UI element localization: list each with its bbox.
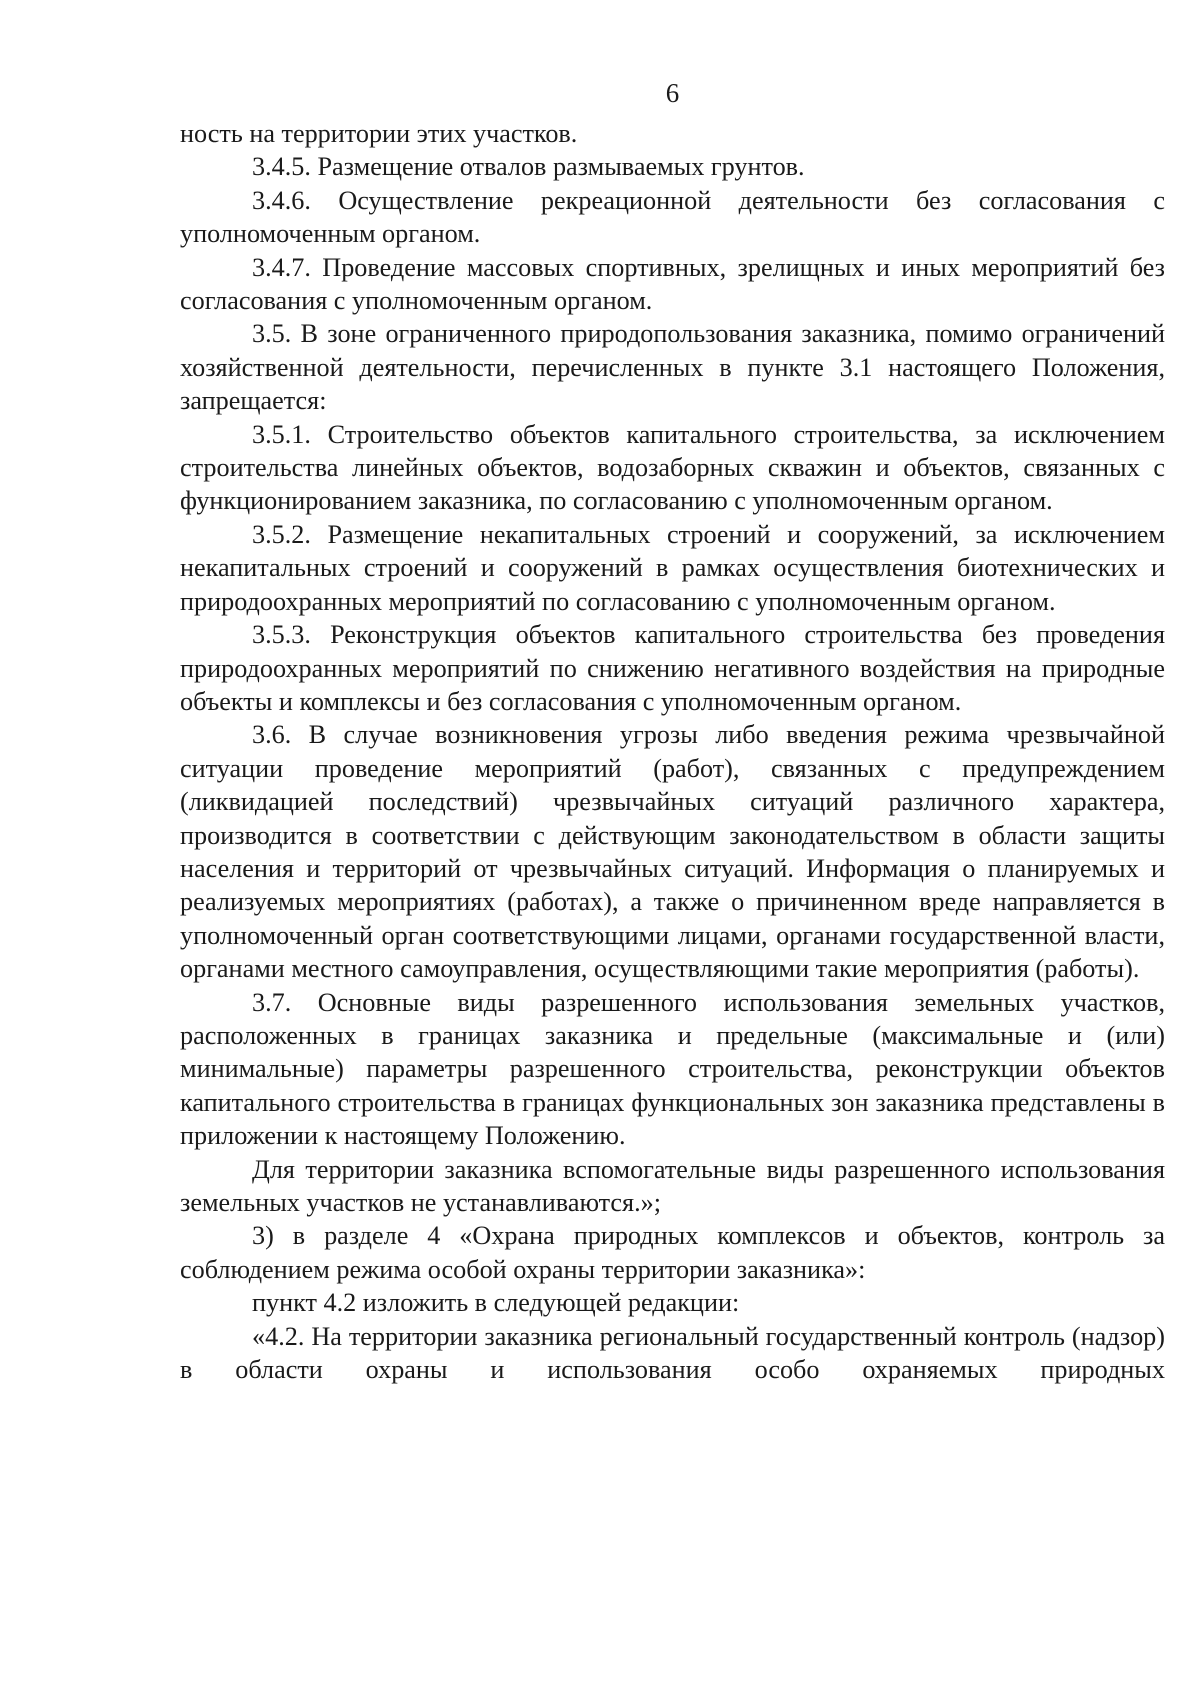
paragraph-3-5-3: 3.5.3. Реконструкция объектов капитального строительства без проведения природоохранных мероприятий по снижению негативного воздействия на природные объекты и комплексы и без согласования с уполномоченным органом.	[180, 620, 1165, 716]
paragraph-auxiliary-uses: Для территории заказника вспомогательные виды разрешенного использования земельных участков не устанавливаются.»;	[180, 1154, 1165, 1217]
document-body	[180, 117, 1165, 1386]
paragraph-4-2: «4.2. На территории заказника региональный государственный контроль (надзор) в области охраны и использования особо охраняемых природных	[180, 1321, 1165, 1385]
paragraph-3-4-6: 3.4.6. Осуществление рекреационной деятельности без согласования с уполномоченным органом.	[180, 185, 1165, 249]
paragraph-3-5: 3.5. В зоне ограниченного природопользования заказника, помимо ограничений хозяйственной деятельности, перечисленных в пункте 3.1 настоящего Положения, запрещается:	[180, 319, 1165, 416]
paragraph-continuation: ность на территории этих участков.	[180, 119, 578, 148]
paragraph-3-4-7: 3.4.7. Проведение массовых спортивных, зрелищных и иных мероприятий без согласования с уполномоченным органом.	[180, 252, 1165, 316]
paragraph-3-5-2: 3.5.2. Размещение некапитальных строений и сооружений, за исключением некапитальных строений и сооружений в рамках осуществления биотехнических и природоохранных мероприятий по согласованию с уполномоченным органом.	[180, 519, 1165, 616]
page-number: 6	[665, 78, 680, 108]
paragraph-3-7: 3.7. Основные виды разрешенного использования земельных участков, расположенных в границах заказника и предельные (максимальные и (или) минимальные) параметры разрешенного строительства, реконструкции объектов капитального строительства в границах функциональных зон заказника представлены в приложении к настоящему Положению.	[180, 987, 1165, 1151]
paragraph-3-4-5: 3.4.5. Размещение отвалов размываемых грунтов.	[252, 152, 805, 182]
paragraph-section-4-amendment: 3) в разделе 4 «Охрана природных комплексов и объектов, контроль за соблюдением режима особой охраны территории заказника»:	[180, 1221, 1165, 1284]
paragraph-3-5-1: 3.5.1. Строительство объектов капитального строительства, за исключением строительства линейных объектов, водозаборных скважин и объектов, связанных с функционированием заказника, по согласованию с уполномоченным органом.	[180, 419, 1165, 516]
paragraph-3-6: 3.6. В случае возникновения угрозы либо введения режима чрезвычайной ситуации проведение мероприятий (работ), связанных с предупреждением (ликвидацией последствий) чрезвычайных ситуаций различного характера, производится в соответствии с действующим законодательством в области защиты населения и территорий от чрезвычайных ситуаций. Информация о планируемых и реализуемых мероприятиях (работах), а также о причиненном вреде направляется в уполномоченный орган соответствующими лицами, органами государственной власти, органами местного самоуправления, осуществляющими такие мероприятия (работы).	[180, 720, 1165, 984]
paragraph-point-4-2-instruction: пункт 4.2 изложить в следующей редакции:	[252, 1288, 740, 1318]
